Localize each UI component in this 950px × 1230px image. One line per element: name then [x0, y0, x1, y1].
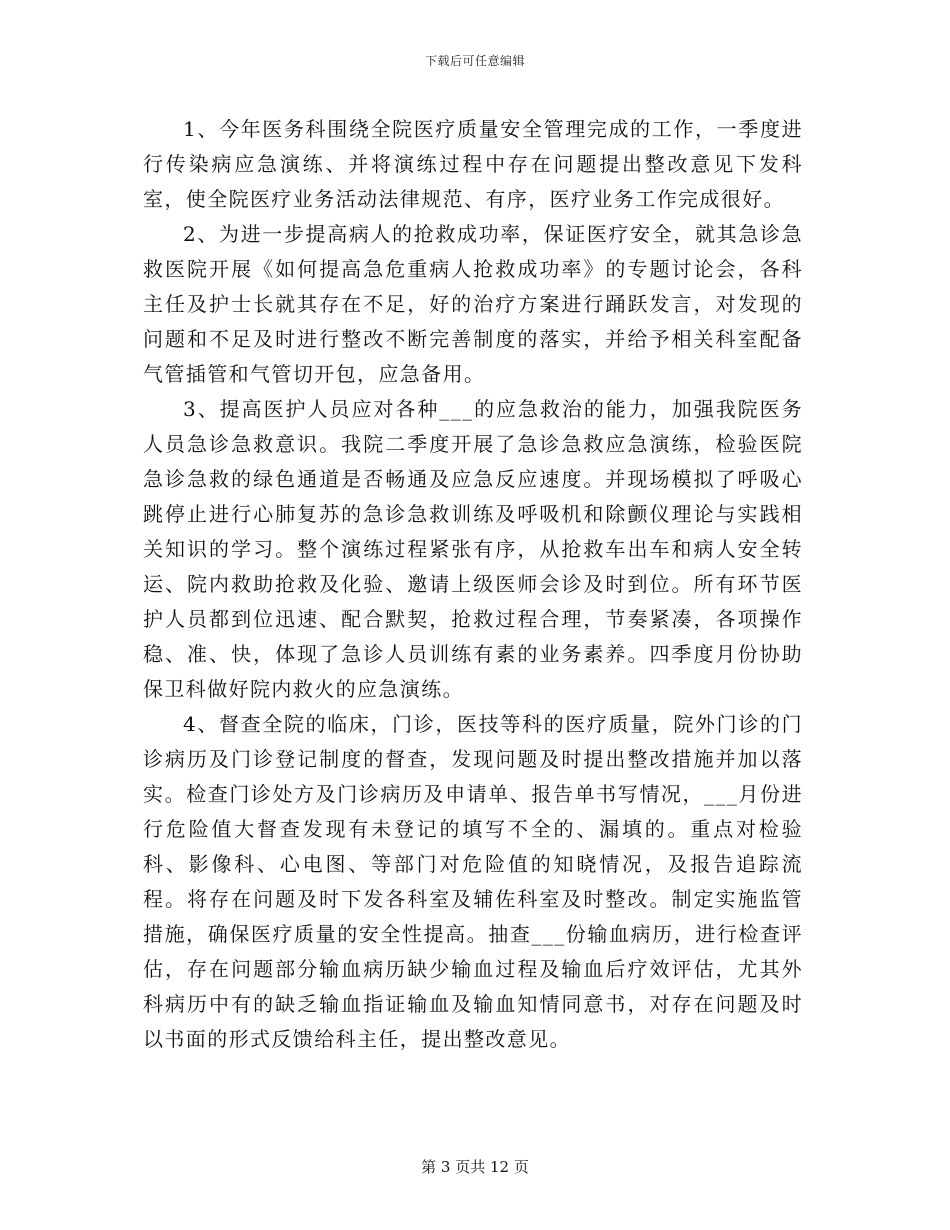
paragraph-2: 2、为进一步提高病人的抢救成功率，保证医疗安全，就其急诊急救医院开展《如何提高急危重病人抢救成功率》的专题讨论会，各科主任及护士长就其存在不足，好的治疗方案进行踊跃发言，对发现的问题和不足及时进行整改不断完善制度的落实，并给予相关科室配备气管插管和气管切开包，应急备用。 — [143, 222, 803, 386]
page-number: 第 3 页共 12 页 — [421, 1158, 529, 1176]
paragraph-3: 3、提高医护人员应对各种___的应急救治的能力，加强我院医务人员急诊急救意识。我院二季度开展了急诊急救应急演练，检验医院急诊急救的绿色通道是否畅通及应急反应速度。并现场模拟了呼吸心跳停止进行心肺复苏的急诊急救训练及呼吸机和除颤仪理论与实践相关知识的学习。整个演练过程紧张有序，从抢救车出车和病人安全转运、院内救助抢救及化验、邀请上级医师会诊及时到位。所有环节医护人员都到位迅速、配合默契，抢救过程合理，节奏紧凑，各项操作稳、准、快，体现了急诊人员训练有素的业务素养。四季度月份协助保卫科做好院内救火的应急演练。 — [143, 397, 803, 701]
page-header-note: 下载后可任意编辑 — [424, 54, 525, 68]
paragraph-1: 1、今年医务科围绕全院医疗质量安全管理完成的工作，一季度进行传染病应急演练、并将演练过程中存在问题提出整改意见下发科室，使全院医疗业务活动法律规范、有序，医疗业务工作完成很好。 — [143, 117, 803, 211]
document-body — [143, 112, 803, 1057]
paragraph-4: 4、督查全院的临床，门诊，医技等科的医疗质量，院外门诊的门诊病历及门诊登记制度的督查，发现问题及时提出整改措施并加以落实。检查门诊处方及门诊病历及申请单、报告单书写情况，___月份进行危险值大督查发现有未登记的填写不全的、漏填的。重点对检验科、影像科、心电图、等部门对危险值的知晓情况，及报告追踪流程。将存在问题及时下发各科室及辅佐科室及时整改。制定实施监管措施，确保医疗质量的安全性提高。抽查___份输血病历，进行检查评估，存在问题部分输血病历缺少输血过程及输血后疗效评估，尤其外科病历中有的缺乏输血指证输血及输血知情同意书，对存在问题及时以书面的形式反馈给科主任，提出整改意见。 — [143, 712, 803, 1051]
